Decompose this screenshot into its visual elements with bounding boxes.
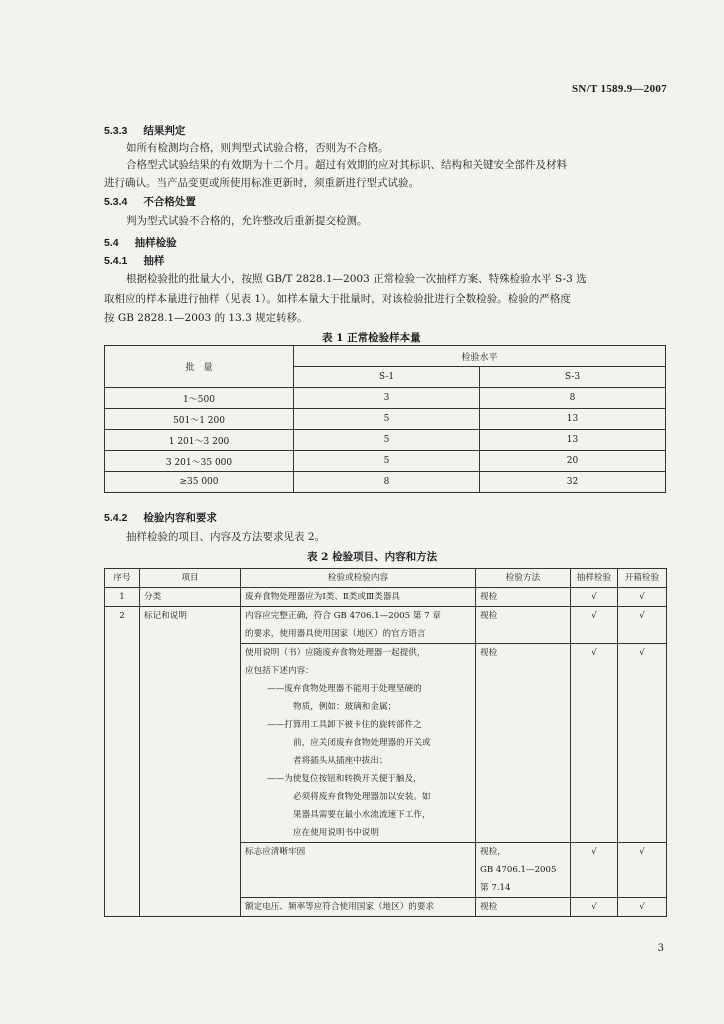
table-row (105, 430, 666, 451)
paragraph: 根据检验批的批量大小，按照 GB/T 2828.1—2003 正常检验一次抽样方案、特殊检验水平 S-3 选 (126, 273, 587, 285)
table-row (105, 607, 667, 644)
row-item: 标记和说明 (140, 607, 241, 917)
header-level: 检验水平 (294, 346, 666, 367)
s3-cell: 13 (480, 409, 666, 430)
check-mark: √ (571, 607, 618, 644)
table-row (105, 472, 666, 493)
header-sample: 抽样检验 (571, 569, 618, 588)
check-mark: √ (618, 898, 667, 917)
s1-cell: 8 (294, 472, 480, 493)
row-no: 2 (105, 607, 140, 917)
header-content: 检验或检验内容 (241, 569, 476, 588)
header-batch: 批 量 (105, 346, 294, 388)
s3-cell: 20 (480, 451, 666, 472)
s3-cell: 13 (480, 430, 666, 451)
row-item: 分类 (140, 588, 241, 607)
heading-5-4-2: 5.4.2 检验内容和要求 (104, 512, 217, 524)
heading-5-4-1: 5.4.1 抽样 (104, 255, 165, 267)
paragraph: 进行确认。当产品变更或所使用标准更新时，须重新进行型式试验。 (104, 177, 419, 189)
check-mark: √ (618, 588, 667, 607)
paragraph: 合格型式试验结果的有效期为十二个月。超过有效期的应对其标识、结构和关键安全部件及材料 (126, 159, 567, 171)
heading-5-3-4: 5.3.4 不合格处置 (104, 196, 196, 208)
inspection-table (104, 568, 667, 917)
row-no: 1 (105, 588, 140, 607)
table2-caption: 表 2 检验项目、内容和方法 (307, 551, 438, 563)
row-content: 使用说明（书）应随废弃食物处理器一起提供， 应包括下述内容： ——废弃食物处理器不能用于处理坚硬的 物质，例如：玻璃和金属； ——打算用工具卸下被卡住的旋转部件之 前，应关闭废弃食物处理器的开关或 者将插头从插座中拔出； ——为使复位按钮和转换开关便于触及， 必须将废弃食物处理器加以安装。如 果器具需要在最小水流流速下工作， 应在使用说明书中说明 (241, 644, 476, 843)
check-mark: √ (618, 607, 667, 644)
table1-caption: 表 1 正常检验样本量 (322, 332, 421, 344)
row-method: 视检 (476, 607, 571, 644)
table-row (105, 388, 666, 409)
heading-5-3-3: 5.3.3 结果判定 (104, 125, 186, 137)
batch-cell: 1～500 (105, 388, 294, 409)
check-mark: √ (571, 588, 618, 607)
paragraph: 取相应的样本量进行抽样（见表 1）。如样本量大于批量时，对该检验批进行全数检验。检验的严格度 (104, 293, 571, 305)
table-row (105, 451, 666, 472)
check-mark: √ (618, 644, 667, 843)
header-s3: S-3 (480, 367, 666, 388)
row-content: 内容应完整正确，符合 GB 4706.1—2005 第 7 章 的要求，使用器具使用国家（地区）的官方语言 (241, 607, 476, 644)
table-row (105, 588, 667, 607)
s3-cell: 32 (480, 472, 666, 493)
row-content: 标志应清晰牢固 (241, 843, 476, 898)
paragraph: 按 GB 2828.1—2003 的 13.3 规定转移。 (104, 312, 308, 324)
row-method: 视检 (476, 898, 571, 917)
paragraph: 抽样检验的项目、内容及方法要求见表 2。 (126, 531, 326, 543)
header-unpack: 开箱检验 (618, 569, 667, 588)
page-number: 3 (657, 943, 664, 954)
header-no: 序号 (105, 569, 140, 588)
batch-cell: 501～1 200 (105, 409, 294, 430)
row-content: 废弃食物处理器应为Ⅰ类、Ⅱ类或Ⅲ类器具 (241, 588, 476, 607)
table-header-row (105, 569, 667, 588)
row-method: 视检， GB 4706.1—2005 第 7.14 (476, 843, 571, 898)
s1-cell: 5 (294, 409, 480, 430)
table-row (105, 409, 666, 430)
batch-cell: 3 201～35 000 (105, 451, 294, 472)
batch-cell: 1 201～3 200 (105, 430, 294, 451)
s1-cell: 5 (294, 451, 480, 472)
header-method: 检验方法 (476, 569, 571, 588)
check-mark: √ (571, 644, 618, 843)
row-content: 额定电压、频率等应符合使用国家（地区）的要求 (241, 898, 476, 917)
s1-cell: 3 (294, 388, 480, 409)
row-method: 视检 (476, 588, 571, 607)
standard-code: SN/T 1589.9—2007 (571, 83, 667, 95)
heading-5-4: 5.4 抽样检验 (104, 237, 177, 249)
s3-cell: 8 (480, 388, 666, 409)
header-s1: S-1 (294, 367, 480, 388)
s1-cell: 5 (294, 430, 480, 451)
paragraph: 如所有检测均合格，则判型式试验合格，否则为不合格。 (126, 142, 389, 154)
header-item: 项目 (140, 569, 241, 588)
check-mark: √ (571, 843, 618, 898)
check-mark: √ (618, 843, 667, 898)
batch-cell: ≥35 000 (105, 472, 294, 493)
sample-size-table (104, 345, 666, 493)
paragraph: 判为型式试验不合格的，允许整改后重新提交检测。 (126, 215, 368, 227)
row-method: 视检 (476, 644, 571, 843)
check-mark: √ (571, 898, 618, 917)
